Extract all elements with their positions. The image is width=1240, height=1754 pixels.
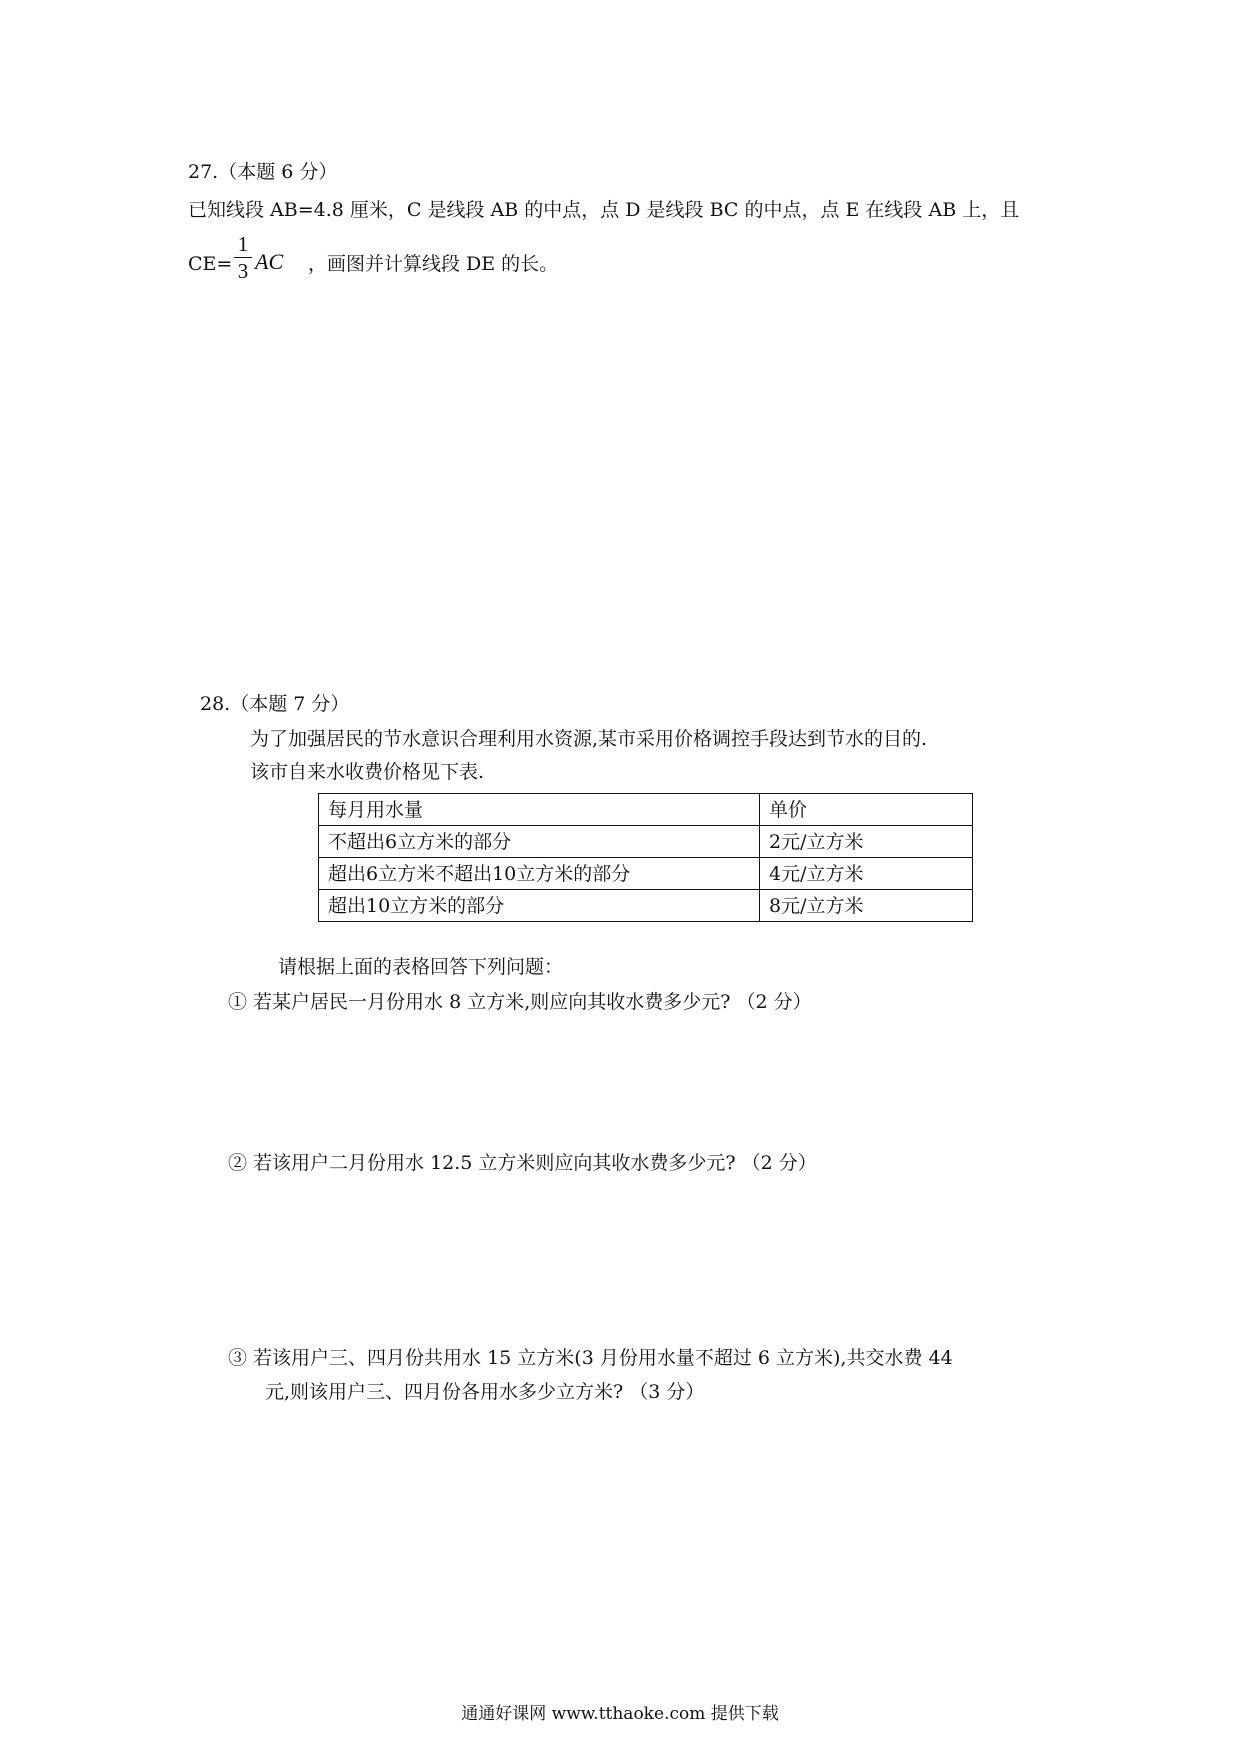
table-row [319,890,973,922]
q27-fraction-numerator: 1 [237,232,249,256]
table-cell-price: 2元/立方米 [760,826,973,858]
q28-subquestion-2: ② 若该用户二月份用水 12.5 立方米则应向其收水费多少元? （2 分） [228,1152,817,1174]
q28-subquestion-3-line2: 元,则该用户三、四月份各用水多少立方米? （3 分） [265,1381,705,1403]
table-cell-usage: 不超出6立方米的部分 [319,826,760,858]
q28-subquestion-3-line1: ③ 若该用户三、四月份共用水 15 立方米(3 月份用水量不超过 6 立方米),共交水费 44 [228,1347,953,1369]
q28-intro-line2: 该市自来水收费价格见下表. [250,761,485,783]
q27-statement-line1: 已知线段 AB=4.8 厘米，C 是线段 AB 的中点，点 D 是线段 BC 的中点，点 E 在线段 AB 上，且 [188,199,1020,221]
q27-statement-line2: ，画图并计算线段 DE 的长。 [308,253,559,275]
table-cell-price: 4元/立方米 [760,858,973,890]
q28-title: 28.（本题 7 分） [200,693,350,715]
table-cell-usage: 超出6立方米不超出10立方米的部分 [319,858,760,890]
table-header-price: 单价 [760,794,973,826]
table-cell-price: 8元/立方米 [760,890,973,922]
q27-title: 27.（本题 6 分） [188,161,338,183]
q28-subquestion-1: ① 若某户居民一月份用水 8 立方米,则应向其收水费多少元? （2 分） [228,991,812,1013]
q27-fraction-variable: AC [255,249,284,274]
table-row [319,858,973,890]
table-header-usage: 每月用水量 [319,794,760,826]
q28-prompt: 请根据上面的表格回答下列问题： [278,956,564,978]
table-row [319,826,973,858]
page-footer: 通通好课网 www.tthaoke.com 提供下载 [461,1704,779,1724]
q28-intro-line1: 为了加强居民的节水意识合理利用水资源,某市采用价格调控手段达到节水的目的. [250,728,928,750]
table-header-row [319,794,973,826]
q27-fraction-denominator: 3 [237,259,249,283]
water-fee-table [318,793,973,922]
q27-fraction [233,233,253,282]
table-cell-usage: 超出10立方米的部分 [319,890,760,922]
q27-ce-label: CE= [188,253,233,275]
q27-fraction-bar [234,257,252,258]
